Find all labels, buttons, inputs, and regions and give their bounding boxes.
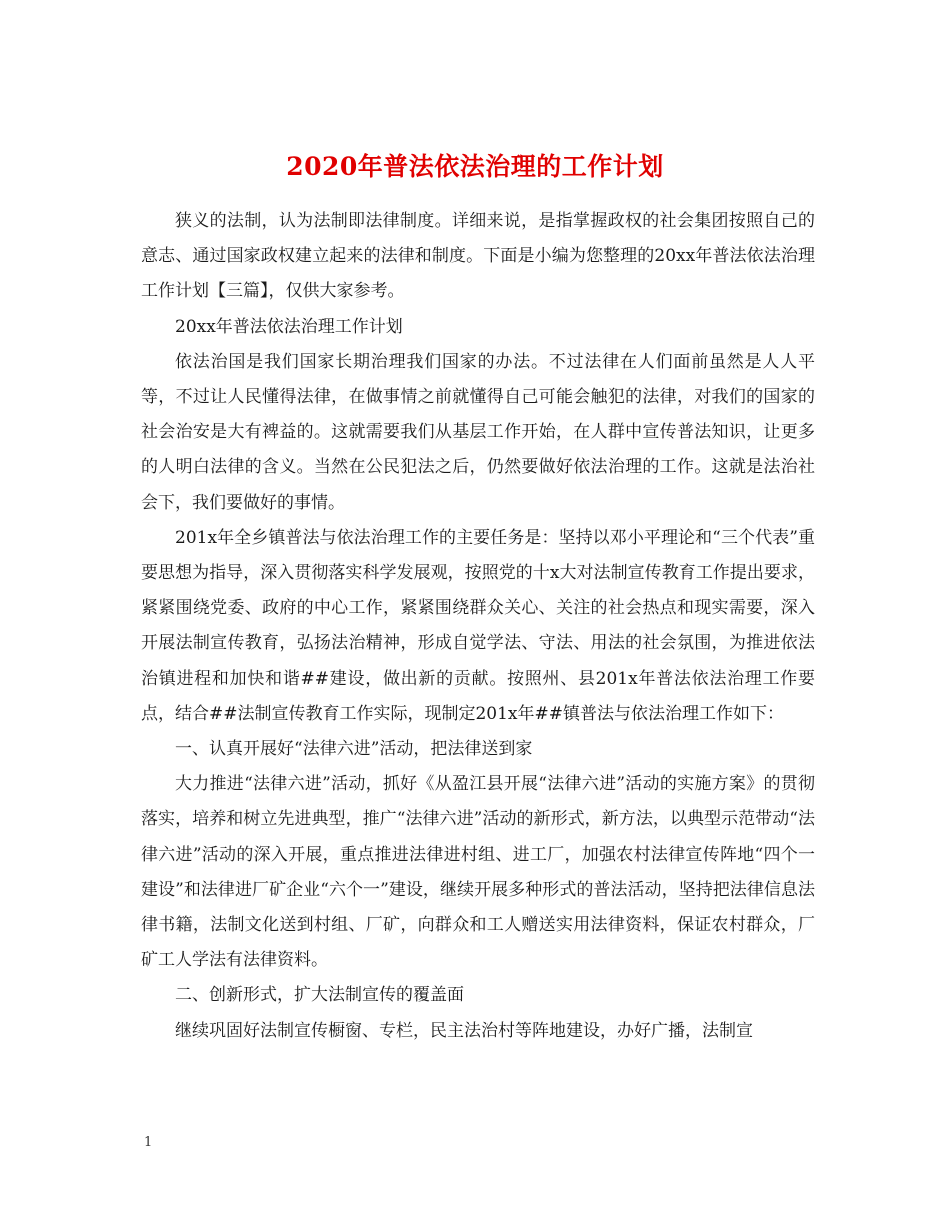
- paragraph-subtitle: 20xx年普法依法治理工作计划: [175, 316, 403, 337]
- document-title: 2020年普法依法治理的工作计划: [286, 151, 664, 181]
- document-body: [141, 204, 815, 1049]
- paragraph-main-tasks: 201x年全乡镇普法与依法治理工作的主要任务是：坚持以邓小平理论和“三个代表”重要思想为指导，深入贯彻落实科学发展观，按照党的十x大对法制宣传教育工作提出要求，紧紧围绕党委、政府的中心工作，紧紧围绕群众关心、关注的社会热点和现实需要，深入开展法制宣传教育，弘扬法治精神，形成自觉学法、守法、用法的社会氛围，为推进依法治镇进程和加快和谐##建设，做出新的贡献。按照州、县201x年普法依法治理工作要点，结合##法制宣传教育工作实际，现制定201x年##镇普法与依法治理工作如下：: [141, 527, 815, 724]
- paragraph-rule-of-law: 依法治国是我们国家长期治理我们国家的办法。不过法律在人们面前虽然是人人平等，不过让人民懂得法律，在做事情之前就懂得自己可能会触犯的法律，对我们的国家的社会治安是大有裨益的。这就需要我们从基层工作开始，在人群中宣传普法知识，让更多的人明白法律的含义。当然在公民犯法之后，仍然要做好依法治理的工作。这就是法治社会下，我们要做好的事情。: [141, 351, 815, 513]
- paragraph-section-1: 大力推进“法律六进”活动，抓好《从盈江县开展“法律六进”活动的实施方案》的贯彻落实，培养和树立先进典型，推广“法律六进”活动的新形式，新方法，以典型示范带动“法律六进”活动的深入开展，重点推进法律进村组、进工厂，加强农村法律宣传阵地“四个一建设”和法律进厂矿企业“六个一”建设，继续开展多种形式的普法活动，坚持把法律信息法律书籍，法制文化送到村组、厂矿，向群众和工人赠送实用法律资料，保证农村群众，厂矿工人学法有法律资料。: [141, 774, 815, 971]
- section-heading-1: 一、认真开展好“法律六进”活动，把法律送到家: [175, 739, 533, 760]
- page-number: 1: [144, 1135, 153, 1150]
- section-heading-2: 二、创新形式，扩大法制宣传的覆盖面: [175, 985, 464, 1006]
- paragraph-section-2: 继续巩固好法制宣传橱窗、专栏，民主法治村等阵地建设，办好广播，法制宣: [175, 1020, 753, 1041]
- paragraph-intro: 狭义的法制，认为法制即法律制度。详细来说，是指掌握政权的社会集团按照自己的意志、通过国家政权建立起来的法律和制度。下面是小编为您整理的20xx年普法依法治理工作计划【三篇】，仅供大家参考。: [141, 211, 815, 302]
